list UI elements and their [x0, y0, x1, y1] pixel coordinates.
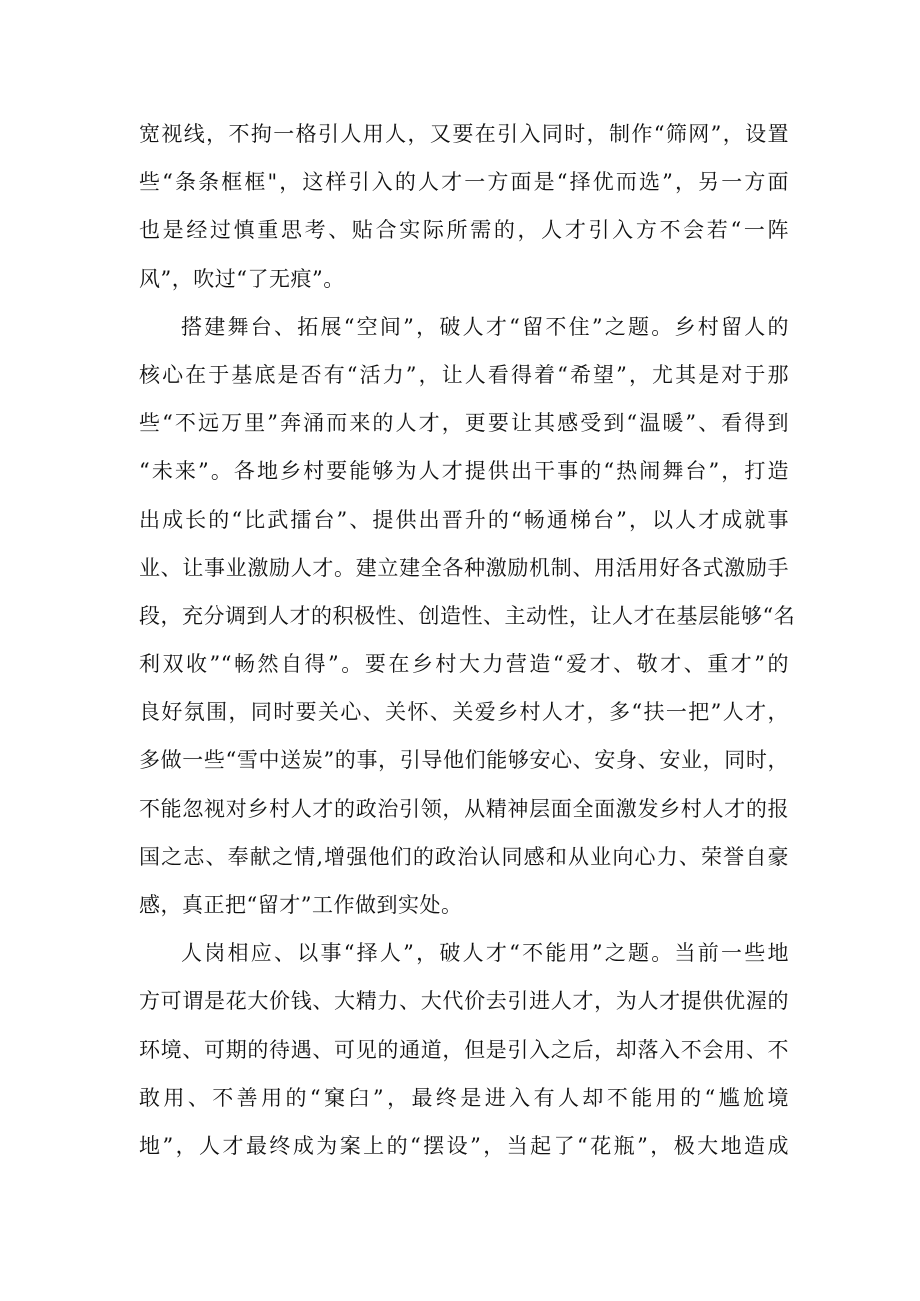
- text-line: 多做一些“雪中送炭”的事，引导他们能够安心、安身、安业，同时，: [139, 748, 789, 773]
- text-line: 敢用、不善用的“窠臼”，最终是进入有人却不能用的“尴尬境: [139, 1085, 789, 1110]
- paragraph-2: [139, 303, 796, 929]
- text-line: 良好氛围，同时要关心、关怀、关爱乡村人才，多“扶一把”人才，: [139, 700, 789, 725]
- text-line: 地”，人才最终成为案上的“摆设”，当起了“花瓶”，极大地造成: [139, 1133, 789, 1158]
- text-line: 国之志、奉献之情,增强他们的政治认同感和从业向心力、荣誉自豪: [139, 844, 789, 869]
- text-line: 环境、可期的待遇、可见的通道，但是引入之后，却落入不会用、不: [139, 1037, 789, 1062]
- text-line: 人岗相应、以事“择人”，破人才“不能用”之题。当前一些地: [181, 941, 789, 966]
- text-line: 也是经过慎重思考、贴合实际所需的，人才引入方不会若“一阵: [139, 218, 789, 243]
- text-line: 业、让事业激励人才。建立建全各种激励机制、用活用好各式激励手: [139, 555, 789, 580]
- body-text: [139, 110, 796, 1170]
- text-line: 些“条条框框"，这样引入的人才一方面是“择优而选”，另一方面: [139, 170, 789, 195]
- text-line: 感，真正把“留才”工作做到实处。: [139, 893, 463, 917]
- text-line: 些“不远万里”奔涌而来的人才，更要让其感受到“温暖”、看得到: [139, 411, 789, 436]
- text-line: 方可谓是花大价钱、大精力、大代价去引进人才，为人才提供优渥的: [139, 989, 789, 1014]
- paragraph-3: [139, 929, 789, 1170]
- text-line: 出成长的“比武擂台”、提供出晋升的“畅通梯台”，以人才成就事: [139, 507, 789, 532]
- text-line: “未来”。各地乡村要能够为人才提供出干事的“热闹舞台”，打造: [139, 459, 789, 484]
- text-line: 风”，吹过“了无痕”。: [139, 266, 345, 291]
- text-line: 宽视线，不拘一格引人用人，又要在引入同时，制作“筛网”，设置: [139, 122, 789, 146]
- text-line: 不能忽视对乡村人才的政治引领，从精神层面全面激发乡村人才的报: [139, 796, 789, 821]
- paragraph-1: [139, 110, 789, 303]
- text-line: 利双收”“畅然自得”。要在乡村大力营造“爱才、敬才、重才”的: [139, 652, 789, 677]
- text-line: 核心在于基底是否有“活力”，让人看得着“希望”，尤其是对于那: [139, 362, 789, 387]
- text-line: 段，充分调到人才的积极性、创造性、主动性，让人才在基层能够“名: [139, 603, 796, 628]
- text-line: 搭建舞台、拓展“空间”，破人才“留不住”之题。乡村留人的: [181, 314, 789, 339]
